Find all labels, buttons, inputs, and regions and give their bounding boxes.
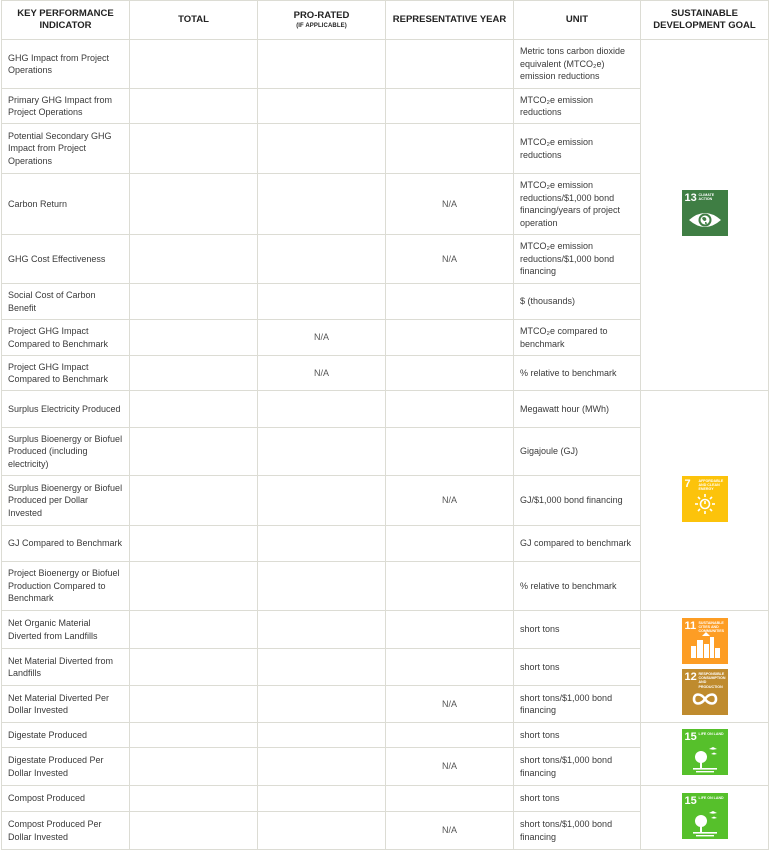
kpi-cell: Project Bioenergy or Biofuel Production Compared to Benchmark — [2, 562, 130, 611]
prorated-cell — [258, 723, 386, 748]
total-cell — [130, 40, 258, 89]
total-cell — [130, 476, 258, 526]
sdg-number: 15 — [684, 794, 697, 807]
kpi-cell: Digestate Produced Per Dollar Invested — [2, 748, 130, 786]
header-row — [2, 1, 769, 40]
rep-year-cell — [386, 526, 514, 562]
rep-year-cell: N/A — [386, 748, 514, 786]
prorated-cell — [258, 649, 386, 686]
total-cell — [130, 356, 258, 391]
kpi-cell: Carbon Return — [2, 174, 130, 235]
unit-cell: % relative to benchmark — [514, 562, 641, 611]
prorated-cell — [258, 562, 386, 611]
rep-year-cell — [386, 786, 514, 812]
prorated-cell — [258, 428, 386, 476]
sdg-number: 12 — [684, 671, 697, 683]
sdg-badge-13 — [682, 190, 728, 236]
unit-cell: short tons — [514, 786, 641, 812]
prorated-cell — [258, 40, 386, 89]
unit-cell: Metric tons carbon dioxide equivalent (MTCO₂e) emission reductions — [514, 40, 641, 89]
total-cell — [130, 649, 258, 686]
prorated-cell: N/A — [258, 356, 386, 391]
sdg-number: 7 — [684, 477, 691, 490]
kpi-cell: Social Cost of Carbon Benefit — [2, 284, 130, 320]
unit-cell: MTCO₂e emission reductions — [514, 89, 641, 124]
sdg-cell-climate — [641, 40, 769, 391]
total-cell — [130, 124, 258, 174]
total-cell — [130, 235, 258, 284]
prorated-cell — [258, 174, 386, 235]
kpi-cell: Digestate Produced — [2, 723, 130, 748]
unit-cell: short tons — [514, 649, 641, 686]
prorated-cell — [258, 284, 386, 320]
kpi-cell: Surplus Bioenergy or Biofuel Produced (including electricity) — [2, 428, 130, 476]
rep-year-cell: N/A — [386, 686, 514, 723]
rep-year-cell: N/A — [386, 476, 514, 526]
sdg-cell-energy — [641, 391, 769, 611]
prorated-cell — [258, 686, 386, 723]
total-cell — [130, 320, 258, 356]
header-prorated-sub: (IF APPLICABLE) — [296, 23, 347, 29]
unit-cell: $ (thousands) — [514, 284, 641, 320]
rep-year-cell — [386, 723, 514, 748]
header-unit: UNIT — [514, 1, 641, 40]
unit-cell: short tons/$1,000 bond financing — [514, 748, 641, 786]
unit-cell: Gigajoule (GJ) — [514, 428, 641, 476]
prorated-cell: N/A — [258, 320, 386, 356]
kpi-cell: Surplus Bioenergy or Biofuel Produced per Dollar Invested — [2, 476, 130, 526]
rep-year-cell — [386, 611, 514, 649]
prorated-cell — [258, 124, 386, 174]
rep-year-cell — [386, 356, 514, 391]
total-cell — [130, 812, 258, 850]
total-cell — [130, 611, 258, 649]
kpi-cell: GHG Impact from Project Operations — [2, 40, 130, 89]
kpi-cell: Net Material Diverted from Landfills — [2, 649, 130, 686]
header-rep-year: REPRESENTATIVE YEAR — [386, 1, 514, 40]
total-cell — [130, 786, 258, 812]
total-cell — [130, 686, 258, 723]
prorated-cell — [258, 786, 386, 812]
total-cell — [130, 748, 258, 786]
unit-cell: short tons — [514, 723, 641, 748]
rep-year-cell — [386, 562, 514, 611]
total-cell — [130, 391, 258, 428]
prorated-cell — [258, 235, 386, 284]
rep-year-cell — [386, 89, 514, 124]
prorated-cell — [258, 748, 386, 786]
sdg-badge-12 — [682, 669, 728, 715]
kpi-cell: Primary GHG Impact from Project Operations — [2, 89, 130, 124]
kpi-cell: Compost Produced — [2, 786, 130, 812]
total-cell — [130, 89, 258, 124]
sdg-label: RESPONSIBLE CONSUMPTION AND PRODUCTION — [698, 672, 726, 689]
rep-year-cell — [386, 649, 514, 686]
total-cell — [130, 284, 258, 320]
sdg-cell-compost — [641, 786, 769, 850]
sdg-badge-11 — [682, 618, 728, 664]
unit-cell: short tons/$1,000 bond financing — [514, 812, 641, 850]
table-row — [2, 786, 769, 812]
table-row — [2, 40, 769, 89]
sdg-number: 15 — [684, 731, 697, 744]
sdg-label: LIFE ON LAND — [698, 795, 724, 800]
sdg-label: AFFORDABLE AND CLEAN ENERGY — [698, 478, 724, 492]
sdg-number: 11 — [684, 620, 697, 632]
prorated-cell — [258, 476, 386, 526]
sdg-cell-waste — [641, 611, 769, 723]
total-cell — [130, 174, 258, 235]
unit-cell: MTCO₂e compared to benchmark — [514, 320, 641, 356]
sdg-badge-15 — [682, 729, 728, 775]
total-cell — [130, 723, 258, 748]
sdg-number: 13 — [684, 192, 697, 205]
prorated-cell — [258, 812, 386, 850]
prorated-cell — [258, 391, 386, 428]
kpi-cell: Surplus Electricity Produced — [2, 391, 130, 428]
kpi-cell: GHG Cost Effectiveness — [2, 235, 130, 284]
kpi-cell: GJ Compared to Benchmark — [2, 526, 130, 562]
unit-cell: GJ compared to benchmark — [514, 526, 641, 562]
rep-year-cell — [386, 391, 514, 428]
unit-cell: MTCO₂e emission reductions — [514, 124, 641, 174]
header-sdg: SUSTAINABLE DEVELOPMENT GOAL — [641, 1, 769, 40]
unit-cell: short tons — [514, 611, 641, 649]
rep-year-cell — [386, 284, 514, 320]
sdg-cell-digestate — [641, 723, 769, 786]
sdg-badge-7 — [682, 476, 728, 522]
sdg-badge-15 — [682, 793, 728, 839]
unit-cell: % relative to benchmark — [514, 356, 641, 391]
sdg-label: CLIMATE ACTION — [698, 193, 715, 202]
total-cell — [130, 562, 258, 611]
unit-cell: GJ/$1,000 bond financing — [514, 476, 641, 526]
rep-year-cell — [386, 124, 514, 174]
sdg-label: SUSTAINABLE CITIES AND COMMUNITIES — [698, 621, 725, 634]
total-cell — [130, 428, 258, 476]
kpi-cell: Potential Secondary GHG Impact from Project Operations — [2, 124, 130, 174]
total-cell — [130, 526, 258, 562]
sdg-label: LIFE ON LAND — [698, 732, 724, 737]
unit-cell: short tons/$1,000 bond financing — [514, 686, 641, 723]
rep-year-cell: N/A — [386, 812, 514, 850]
header-prorated: PRO-RATED (IF APPLICABLE) — [258, 1, 386, 40]
rep-year-cell — [386, 40, 514, 89]
prorated-cell — [258, 526, 386, 562]
rep-year-cell: N/A — [386, 235, 514, 284]
rep-year-cell — [386, 428, 514, 476]
unit-cell: MTCO₂e emission reductions/$1,000 bond financing — [514, 235, 641, 284]
kpi-cell: Net Organic Material Diverted from Landfills — [2, 611, 130, 649]
kpi-cell: Compost Produced Per Dollar Invested — [2, 812, 130, 850]
prorated-cell — [258, 611, 386, 649]
rep-year-cell: N/A — [386, 174, 514, 235]
rep-year-cell — [386, 320, 514, 356]
kpi-cell: Project GHG Impact Compared to Benchmark — [2, 356, 130, 391]
prorated-cell — [258, 89, 386, 124]
header-kpi: KEY PERFORMANCE INDICATOR — [2, 1, 130, 40]
unit-cell: Megawatt hour (MWh) — [514, 391, 641, 428]
table-row — [2, 391, 769, 428]
kpi-table — [1, 0, 769, 850]
table-row — [2, 723, 769, 748]
kpi-cell: Net Material Diverted Per Dollar Invested — [2, 686, 130, 723]
header-total: TOTAL — [130, 1, 258, 40]
unit-cell: MTCO₂e emission reductions/$1,000 bond financing/years of project operation — [514, 174, 641, 235]
kpi-cell: Project GHG Impact Compared to Benchmark — [2, 320, 130, 356]
table-row — [2, 611, 769, 649]
